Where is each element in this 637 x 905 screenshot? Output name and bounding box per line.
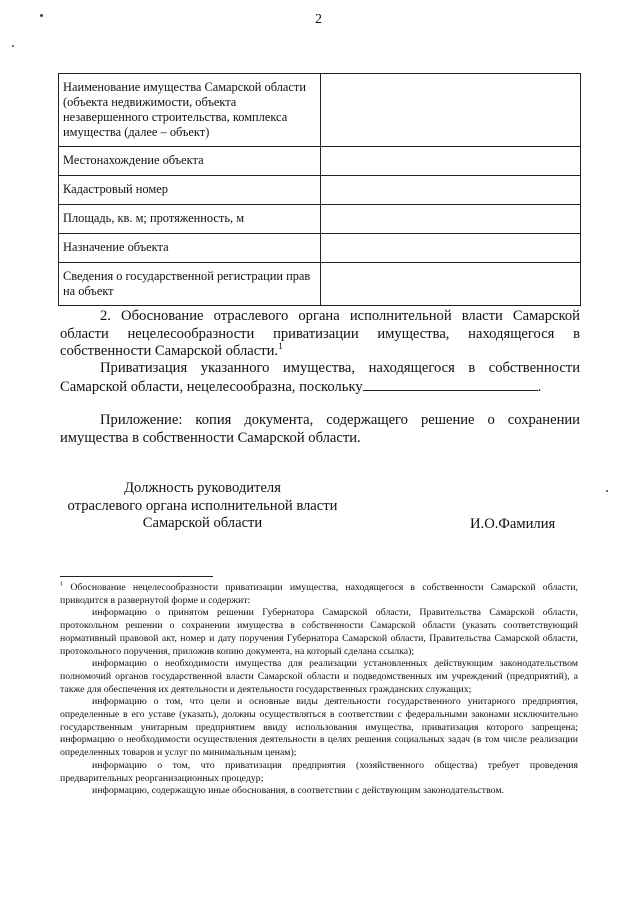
section-2-text: 2. Обоснование отраслевого органа исполнительной власти Самарской области нецелесообразности приватизации имущества, находящегося в собственности Самарской области. xyxy=(60,308,580,359)
table-cell-value xyxy=(321,176,581,205)
table-cell-label: Площадь, кв. м; протяженность, м xyxy=(59,205,321,234)
footnote-item: информацию, содержащую иные обоснования, в соответствии с действующим законодательством. xyxy=(92,785,504,797)
footnote-item: информацию о том, что приватизация предприятия (хозяйственного общества) требует проведения предварительных реорганизационных процедур; xyxy=(60,759,578,784)
table-row xyxy=(59,263,581,306)
table-cell-label: Кадастровый номер xyxy=(59,176,321,205)
table-cell-label: Местонахождение объекта xyxy=(59,147,321,176)
table-row xyxy=(59,74,581,147)
signature-position-line: отраслевого органа исполнительной власти xyxy=(67,497,338,514)
scan-speck xyxy=(606,490,608,492)
table-cell-label: Назначение объекта xyxy=(59,234,321,263)
privatization-end: . xyxy=(537,378,542,395)
table-row xyxy=(59,205,581,234)
signature-position-line: Самарской области xyxy=(142,515,263,531)
table-cell-value xyxy=(321,263,581,306)
page-number: 2 xyxy=(315,12,322,27)
object-info-table xyxy=(58,73,581,306)
signatory-name: И.О.Фамилия xyxy=(470,516,556,532)
footnote-reference: 1 xyxy=(278,342,283,353)
privatization-text: Приватизация указанного имущества, находящегося в собственности Самарской области, нецелесообразна, поскольку xyxy=(60,360,580,395)
table-cell-value xyxy=(321,147,581,176)
fill-in-line xyxy=(363,378,538,391)
table-row xyxy=(59,176,581,205)
table-cell-value xyxy=(321,205,581,234)
footnote-intro-text: Обоснование нецелесообразности приватизации имущества, находящегося в собственности Самарской области, приводится в развернутой форме и содержит: xyxy=(60,582,579,606)
table-cell-label: Наименование имущества Самарской области (объекта недвижимости, объекта незавершенного строительства, комплекса имущества (далее – объект) xyxy=(59,74,321,147)
footnote-item: информацию о принятом решении Губернатора Самарской области, Правительства Самарской области, протокольном решении о сохранении имущества в собственности Самарской области (указать соответствующий нормативный правовой акт, номер и дату поручения Губернатора Самарской области, Правительства Самарской области, протокольного поручения, приложив копию документа, на который сделана ссылка); xyxy=(60,607,578,657)
footnote-item: информацию о необходимости имущества для реализации установленных действующим законодательством полномочий органов государственной власти Самарской области и подведомственных им учреждений (предприятий), а также для обеспечения их деятельности и деятельности государственных гражданских служащих; xyxy=(60,658,578,695)
signature-block xyxy=(60,480,345,533)
footnote-mark: 1 xyxy=(60,580,64,588)
table-row xyxy=(59,234,581,263)
table-cell-label: Сведения о государственной регистрации прав на объект xyxy=(59,263,321,306)
privatization-paragraph xyxy=(60,360,580,396)
footnote-intro xyxy=(60,582,578,607)
signature-position-line: Должность руководителя xyxy=(124,480,281,496)
footnote-separator xyxy=(60,576,213,577)
footnote-item: информацию о том, что цели и основные виды деятельности государственного унитарного предприятия, определенные в его уставе (указать), должны осуществляться в соответствии с федеральными законами исключительно государственным унитарным предприятием ввиду использования имущества, приватизация которого запрещена; информацию о необходимости осуществления деятельности в целях решения социальных задач (в том числе реализации определенных товаров и услуг по минимальным ценам); xyxy=(60,696,578,759)
table-row xyxy=(59,147,581,176)
appendix-paragraph: Приложение: копия документа, содержащего решение о сохранении имущества в собственности Самарской области. xyxy=(60,412,580,446)
table-cell-value xyxy=(321,234,581,263)
section-2-paragraph xyxy=(60,308,580,361)
table-cell-value xyxy=(321,74,581,147)
footnotes xyxy=(60,582,578,798)
scan-speck xyxy=(12,45,14,47)
